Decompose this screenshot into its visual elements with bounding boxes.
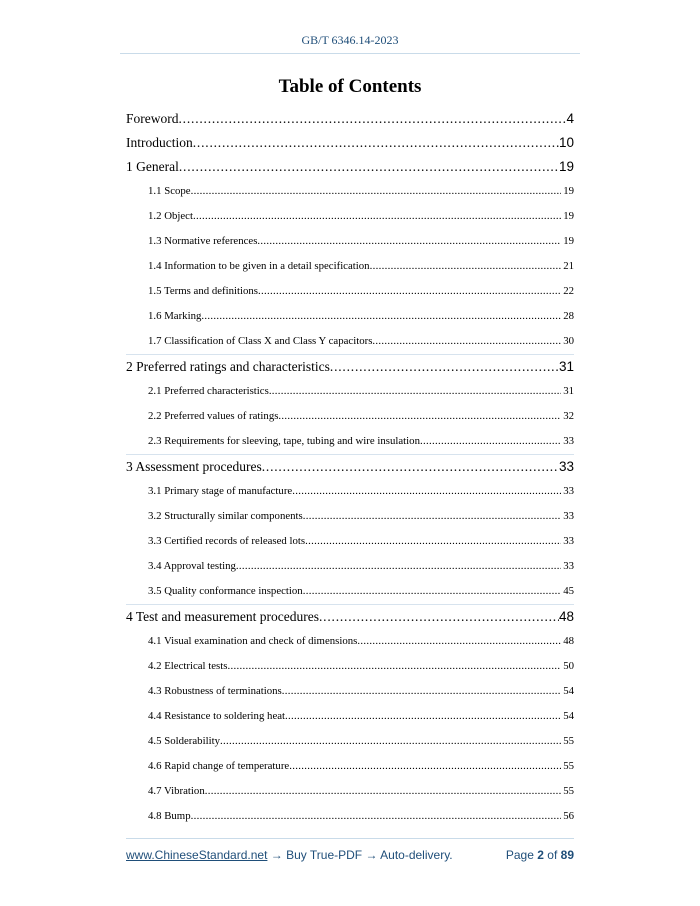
toc-entry-page: 22 [563, 285, 574, 297]
toc-entry-page: 55 [563, 785, 574, 797]
toc-entry-section[interactable] [126, 754, 574, 779]
toc-entry-label: 4 Test and measurement procedures [126, 609, 319, 624]
toc-leader-dots [205, 779, 561, 804]
toc-entry-section[interactable] [126, 579, 574, 604]
toc-entry-section[interactable] [126, 254, 574, 279]
toc-entry-section[interactable] [126, 279, 574, 304]
toc-entry-section[interactable] [126, 529, 574, 554]
toc-leader-dots [303, 504, 561, 529]
toc-entry-page: 33 [563, 485, 574, 497]
toc-entry-section[interactable] [126, 304, 574, 329]
arrow-icon: → [365, 848, 378, 862]
toc-leader-dots [179, 107, 567, 131]
toc-entry-label: 1 General [126, 159, 179, 174]
toc-entry-section[interactable] [126, 804, 574, 829]
toc-leader-dots [282, 679, 561, 704]
toc-entry-page: 31 [558, 359, 574, 374]
toc-entry-label: 3.1 Primary stage of manufacture [148, 485, 293, 497]
toc-entry-page: 21 [563, 260, 574, 272]
toc-leader-dots [420, 429, 561, 454]
toc-entry-chapter[interactable] [126, 107, 574, 131]
toc-entry-section[interactable] [126, 704, 574, 729]
toc-entry-label: 1.5 Terms and definitions [148, 285, 258, 297]
toc-entry-label: 4.6 Rapid change of temperature [148, 760, 290, 772]
running-header: GB/T 6346.14-2023 [301, 33, 399, 47]
page-title: Table of Contents [278, 76, 422, 97]
toc-entry-page: 28 [563, 310, 574, 322]
toc-entry-page: 56 [563, 810, 574, 822]
toc-entry-label: Foreword [126, 111, 179, 126]
toc-leader-dots [372, 329, 561, 354]
toc-leader-dots [227, 654, 561, 679]
toc-entry-page: 50 [563, 660, 574, 672]
toc-leader-dots [285, 704, 561, 729]
toc-entry-label: 4.2 Electrical tests [148, 660, 228, 672]
toc-entry-section[interactable] [126, 654, 574, 679]
toc-leader-dots [258, 279, 561, 304]
footer [126, 848, 574, 862]
toc-entry-chapter[interactable] [126, 155, 574, 179]
toc-entry-section[interactable] [126, 329, 574, 354]
toc-entry-section[interactable] [126, 204, 574, 229]
toc-entry-label: 3.5 Quality conformance inspection [148, 585, 303, 597]
toc-entry-chapter[interactable] [126, 131, 574, 155]
toc-entry-label: 4.7 Vibration [148, 785, 205, 797]
toc-leader-dots [201, 304, 561, 329]
toc-entry-label: 3 Assessment procedures [126, 459, 262, 474]
toc-entry-page: 4 [566, 111, 574, 126]
toc-entry-page: 32 [563, 410, 574, 422]
toc-entry-page: 30 [563, 335, 574, 347]
toc-leader-dots [191, 804, 562, 829]
toc-entry-section[interactable] [126, 404, 574, 429]
page-total: 89 [560, 848, 574, 862]
toc-entry-page: 19 [563, 185, 574, 197]
toc-leader-dots [370, 254, 562, 279]
toc-leader-dots [289, 754, 561, 779]
toc-entry-page: 55 [563, 735, 574, 747]
toc-leader-dots [330, 355, 559, 379]
website-link[interactable]: www.ChineseStandard.net [126, 848, 268, 862]
toc-entry-section[interactable] [126, 379, 574, 404]
toc-entry-label: 4.3 Robustness of terminations [148, 685, 282, 697]
toc-leader-dots [262, 455, 559, 479]
toc-leader-dots [193, 131, 559, 155]
auto-delivery-text: Auto-delivery. [380, 848, 453, 862]
toc-entry-label: 1.2 Object [148, 210, 193, 222]
buy-pdf-text: Buy True-PDF [286, 848, 363, 862]
toc-entry-label: 1.3 Normative references [148, 235, 258, 247]
toc-entry-section[interactable] [126, 179, 574, 204]
toc-entry-label: 4.1 Visual examination and check of dimensions [148, 635, 358, 647]
toc-entry-page: 33 [563, 435, 574, 447]
toc-leader-dots [193, 204, 561, 229]
toc-entry-label: 1.4 Information to be given in a detail specification [148, 260, 370, 272]
toc-leader-dots [191, 179, 562, 204]
table-of-contents [126, 107, 574, 829]
toc-entry-label: 4.4 Resistance to soldering heat [148, 710, 286, 722]
toc-entry-section[interactable] [126, 629, 574, 654]
page-indicator [506, 848, 574, 862]
toc-entry-page: 45 [563, 585, 574, 597]
toc-entry-label: 2 Preferred ratings and characteristics [126, 359, 330, 374]
toc-entry-page: 33 [563, 510, 574, 522]
page-current: 2 [537, 848, 544, 862]
toc-entry-section[interactable] [126, 229, 574, 254]
toc-entry-page: 55 [563, 760, 574, 772]
toc-leader-dots [278, 404, 561, 429]
toc-entry-label: 2.3 Requirements for sleeving, tape, tubing and wire insulation [148, 435, 420, 447]
toc-leader-dots [303, 579, 561, 604]
toc-entry-page: 48 [563, 635, 574, 647]
toc-entry-page: 10 [558, 135, 574, 150]
toc-entry-page: 19 [563, 210, 574, 222]
toc-entry-section[interactable] [126, 554, 574, 579]
header-divider [120, 53, 580, 54]
toc-entry-section[interactable] [126, 679, 574, 704]
toc-entry-chapter[interactable] [126, 354, 574, 379]
toc-leader-dots [236, 554, 561, 579]
toc-leader-dots [220, 729, 561, 754]
toc-entry-page: 19 [558, 159, 574, 174]
toc-entry-chapter[interactable] [126, 454, 574, 479]
toc-entry-page: 19 [563, 235, 574, 247]
toc-entry-section[interactable] [126, 779, 574, 804]
toc-entry-label: 4.8 Bump [148, 810, 191, 822]
toc-entry-label: 3.4 Approval testing [148, 560, 236, 572]
toc-entry-section[interactable] [126, 504, 574, 529]
toc-entry-label: 2.1 Preferred characteristics [148, 385, 269, 397]
toc-entry-page: 54 [563, 710, 574, 722]
toc-entry-section[interactable] [126, 479, 574, 504]
toc-entry-chapter[interactable] [126, 604, 574, 629]
page-label: Page [505, 848, 534, 862]
toc-entry-section[interactable] [126, 729, 574, 754]
toc-entry-label: Introduction [126, 135, 193, 150]
toc-leader-dots [269, 379, 561, 404]
toc-entry-page: 33 [563, 560, 574, 572]
toc-leader-dots [292, 479, 561, 504]
toc-entry-page: 31 [563, 385, 574, 397]
toc-entry-label: 1.6 Marking [148, 310, 202, 322]
footer-divider [126, 838, 574, 839]
toc-entry-label: 3.3 Certified records of released lots [148, 535, 306, 547]
toc-leader-dots [305, 529, 561, 554]
toc-entry-page: 54 [563, 685, 574, 697]
toc-entry-label: 3.2 Structurally similar components [148, 510, 303, 522]
page-of: of [547, 848, 558, 862]
toc-leader-dots [319, 605, 559, 629]
toc-leader-dots [257, 229, 561, 254]
toc-entry-page: 33 [563, 535, 574, 547]
toc-leader-dots [179, 155, 559, 179]
toc-entry-label: 1.1 Scope [148, 185, 191, 197]
toc-leader-dots [357, 629, 561, 654]
toc-entry-label: 4.5 Solderability [148, 735, 220, 747]
toc-entry-page: 48 [558, 609, 574, 624]
toc-entry-page: 33 [558, 459, 574, 474]
arrow-icon: → [270, 848, 283, 862]
toc-entry-label: 2.2 Preferred values of ratings [148, 410, 279, 422]
toc-entry-section[interactable] [126, 429, 574, 454]
toc-entry-label: 1.7 Classification of Class X and Class Y capacitors [148, 335, 373, 347]
